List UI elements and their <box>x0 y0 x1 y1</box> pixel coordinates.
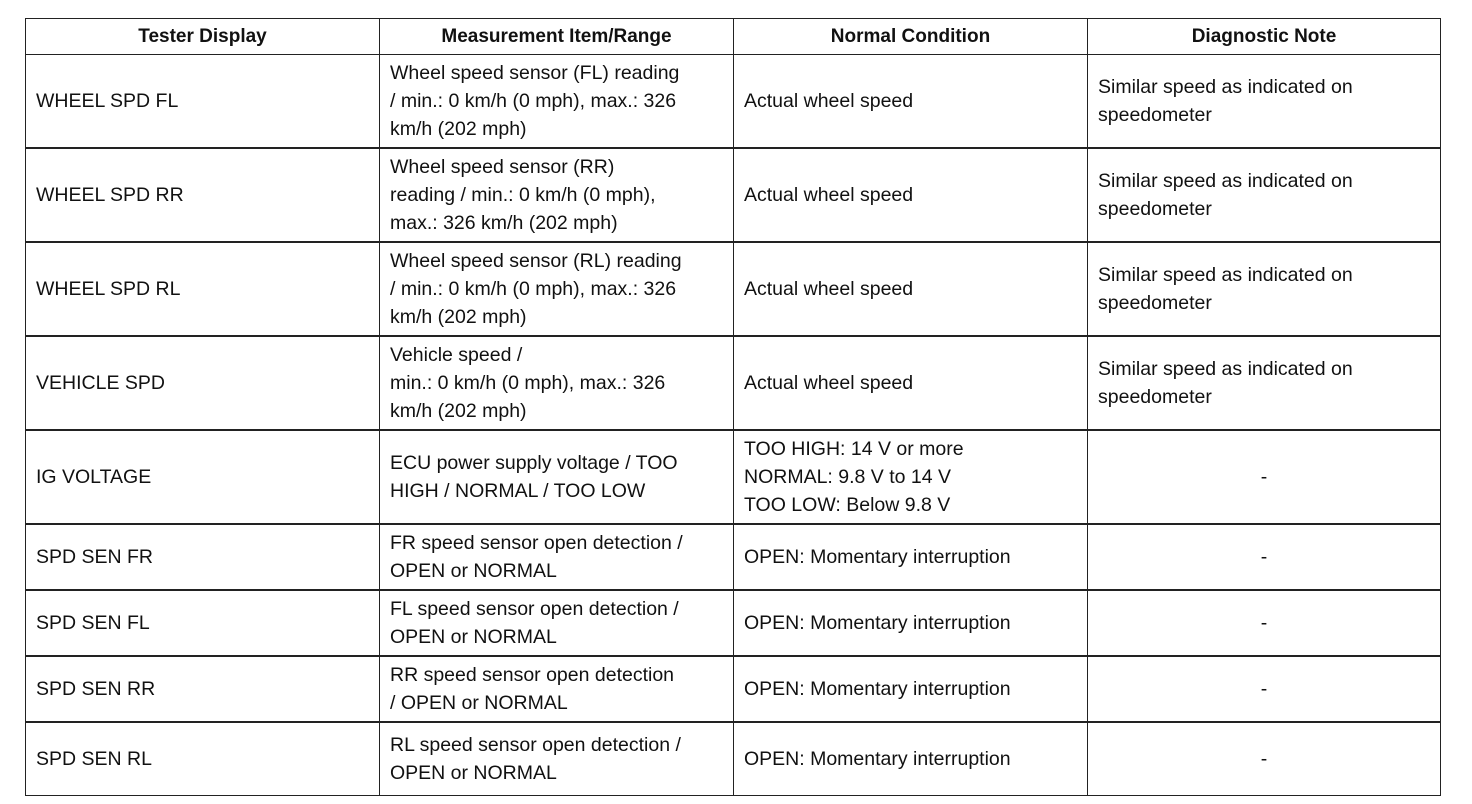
row-condition: Actual wheel speed <box>734 337 1088 431</box>
row-note: - <box>1088 591 1440 657</box>
row-condition: Actual wheel speed <box>734 243 1088 337</box>
row-note: - <box>1088 657 1440 723</box>
row-note: Similar speed as indicated on speedometer <box>1088 149 1440 243</box>
row-note: Similar speed as indicated on speedometer <box>1088 55 1440 149</box>
row-display: SPD SEN FL <box>26 591 380 657</box>
row-condition: OPEN: Momentary interruption <box>734 657 1088 723</box>
row-display: SPD SEN FR <box>26 525 380 591</box>
row-range: Wheel speed sensor (RR) reading / min.: 0 km/h (0 mph), max.: 326 km/h (202 mph) <box>380 149 734 243</box>
row-display: IG VOLTAGE <box>26 431 380 525</box>
row-range: Wheel speed sensor (FL) reading / min.: 0 km/h (0 mph), max.: 326 km/h (202 mph) <box>380 55 734 149</box>
row-range: FL speed sensor open detection / OPEN or NORMAL <box>380 591 734 657</box>
row-display: WHEEL SPD RR <box>26 149 380 243</box>
row-condition: Actual wheel speed <box>734 149 1088 243</box>
row-range: RR speed sensor open detection / OPEN or NORMAL <box>380 657 734 723</box>
row-condition: OPEN: Momentary interruption <box>734 591 1088 657</box>
row-condition: OPEN: Momentary interruption <box>734 525 1088 591</box>
row-range: RL speed sensor open detection / OPEN or NORMAL <box>380 723 734 795</box>
row-condition: TOO HIGH: 14 V or more NORMAL: 9.8 V to 14 V TOO LOW: Below 9.8 V <box>734 431 1088 525</box>
header-normal-condition: Normal Condition <box>734 19 1088 55</box>
row-display: WHEEL SPD FL <box>26 55 380 149</box>
row-note: - <box>1088 431 1440 525</box>
header-measurement-item: Measurement Item/Range <box>380 19 734 55</box>
row-display: VEHICLE SPD <box>26 337 380 431</box>
row-display: SPD SEN RR <box>26 657 380 723</box>
row-note: - <box>1260 748 1268 770</box>
row-note: Similar speed as indicated on speedometer <box>1088 243 1440 337</box>
row-condition: Actual wheel speed <box>734 55 1088 149</box>
header-diagnostic-note: Diagnostic Note <box>1088 19 1440 55</box>
row-display: SPD SEN RL <box>26 723 380 795</box>
row-note: Similar speed as indicated on speedometer <box>1088 337 1440 431</box>
row-range: FR speed sensor open detection / OPEN or NORMAL <box>380 525 734 591</box>
row-display: WHEEL SPD RL <box>26 243 380 337</box>
row-range: ECU power supply voltage / TOO HIGH / NORMAL / TOO LOW <box>380 431 734 525</box>
row-range: Vehicle speed / min.: 0 km/h (0 mph), max.: 326 km/h (202 mph) <box>380 337 734 431</box>
header-tester-display: Tester Display <box>26 19 380 55</box>
row-note: - <box>1088 525 1440 591</box>
row-condition: OPEN: Momentary interruption <box>734 723 1088 795</box>
row-range: Wheel speed sensor (RL) reading / min.: 0 km/h (0 mph), max.: 326 km/h (202 mph) <box>380 243 734 337</box>
data-list-table <box>25 18 1441 796</box>
